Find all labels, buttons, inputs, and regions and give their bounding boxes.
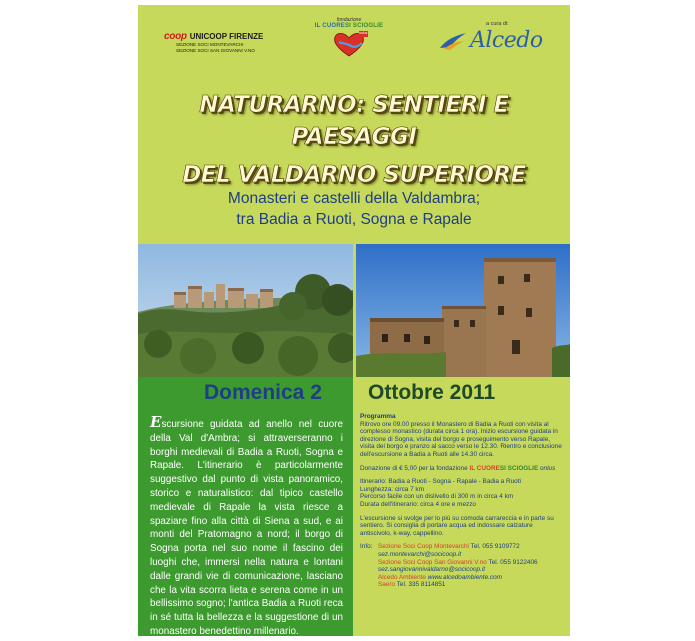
contact-item: Sezione Soci Coop San Giovanni V.no Tel. 055 9122406 [378, 558, 538, 566]
programma-heading: Programma [360, 413, 396, 420]
onlus-badge: onlus [359, 31, 368, 35]
subtitle-line-1: Monasteri e castelli della Valdambra; [227, 190, 481, 207]
programma-text: Ritrovo ore 09.00 presso il Monastero di Badia a Ruoti con visita al complesso monastico (durata circa 1 ora). Inizio escursione guidata in direzione di Sogna, visita del borgo e proseguimento verso Rapale, visita del borgo e pranzo al sacco verso le 12.30. Rientro e conclusione dell'escursione a Badia a Ruoti alle 14.30 circa. [360, 420, 562, 458]
coop-name: UNICOOP FIRENZE [189, 32, 264, 41]
programma-block [360, 413, 564, 459]
date-bar [138, 377, 570, 411]
info-label: Info: [360, 543, 373, 551]
fondazione-name: IL CUORESI SCIOGLIE [314, 23, 384, 29]
dropcap: E [150, 413, 162, 431]
info-contacts [360, 543, 564, 589]
coop-sub-1: SEZIONE SOCI MONTEVARCHI [176, 42, 244, 47]
alcedo-wordmark: Alcedo [470, 28, 543, 53]
itinerario-line-2: Lunghezza: circa 7 km [360, 485, 424, 493]
note-text: L'escursione si svolge per lo più su comoda carrareccia e in parte su sentiero. Si consiglia di portare acqua ed indossare calzature antiscivolo, k-way, cappellino. [360, 514, 554, 537]
coop-sub-2: SEZIONE SOCI SAN GIOVANNI V.NO [176, 47, 255, 53]
itinerario-line-4: Durata dell'itinerario: circa 4 ore e mezzo [360, 500, 476, 508]
contact-email[interactable]: sez.sangiovannivaldarno@socicoop.it [378, 566, 486, 574]
title-line-2: DEL VALDARNO SUPERIORE [182, 162, 526, 188]
contact-item: Alcedo Ambiente www.alcedoambiente.com [378, 573, 502, 581]
castle-photo [356, 244, 570, 377]
event-poster [138, 5, 570, 636]
fondazione-label: fondazione [336, 17, 362, 23]
contact-item: Sezione Soci Coop Montevarchi Tel. 055 9109772 [378, 543, 520, 551]
itinerario-block [360, 478, 564, 508]
alcedo-label: a cura di: [486, 21, 509, 27]
itinerario-line-1: Itinerario: Badia a Ruoti - Sogna - Rapale - Badia a Ruoti [360, 478, 521, 486]
heart-icon [329, 30, 369, 58]
description-column [138, 411, 353, 636]
itinerario-line-3: Percorso facile con un dislivello di 300 m in circa 4 km [360, 493, 514, 501]
fondazione-logo [301, 17, 397, 58]
subtitle-line-2: tra Badia a Ruoti, Sogna e Rapale [236, 211, 472, 228]
contact-email[interactable]: sez.montevarchi@socicoop.it [378, 550, 462, 558]
contact-website[interactable]: www.alcedoambiente.com [427, 573, 502, 581]
coop-logo [164, 31, 274, 53]
poster-subtitle [138, 188, 570, 230]
info-column [353, 411, 570, 636]
coop-wordmark: coop [164, 31, 187, 42]
contact-item: Saero Tel. 335 8114851 [378, 581, 446, 589]
date-day: Domenica 2 [204, 381, 322, 404]
kingfisher-icon [438, 30, 468, 52]
title-line-1: NATURARNO: SENTIERI E PAESAGGI [199, 92, 509, 150]
village-landscape-photo [138, 244, 353, 377]
alcedo-logo [438, 21, 558, 53]
description-text: Escursione guidata ad anello nel cuore della Val d'Ambra; si attraverseranno i borghi medievali di Badia a Ruoti, Sogna e Rapale. L'itinerario è particolarmente suggestivo dal punto di vista panoramico, storico e naturalistico: dal tipico castello medievale di Rapale la vista riesce a spaziare fino alla città di Siena a sud, e ai monti del Pratomagno a nord; il borgo di Sogna porta nel suo nome il fascino dei luoghi che, immersi nella natura e lontani dalle grandi vie di comunicazione, lasciano che la vita scorra lieta e serena come in un bellissimo sogno; l'antica Badia a Ruoti reca in sé tutta la bellezza e la suggestione di un monastero benedettino millenario. [150, 413, 343, 636]
poster-title [138, 89, 570, 191]
date-month-year: Ottobre 2011 [368, 381, 496, 404]
donazione-line: Donazione di € 5,00 per la fondazione IL CUORESI SCIOGLIE onlus [360, 464, 556, 472]
